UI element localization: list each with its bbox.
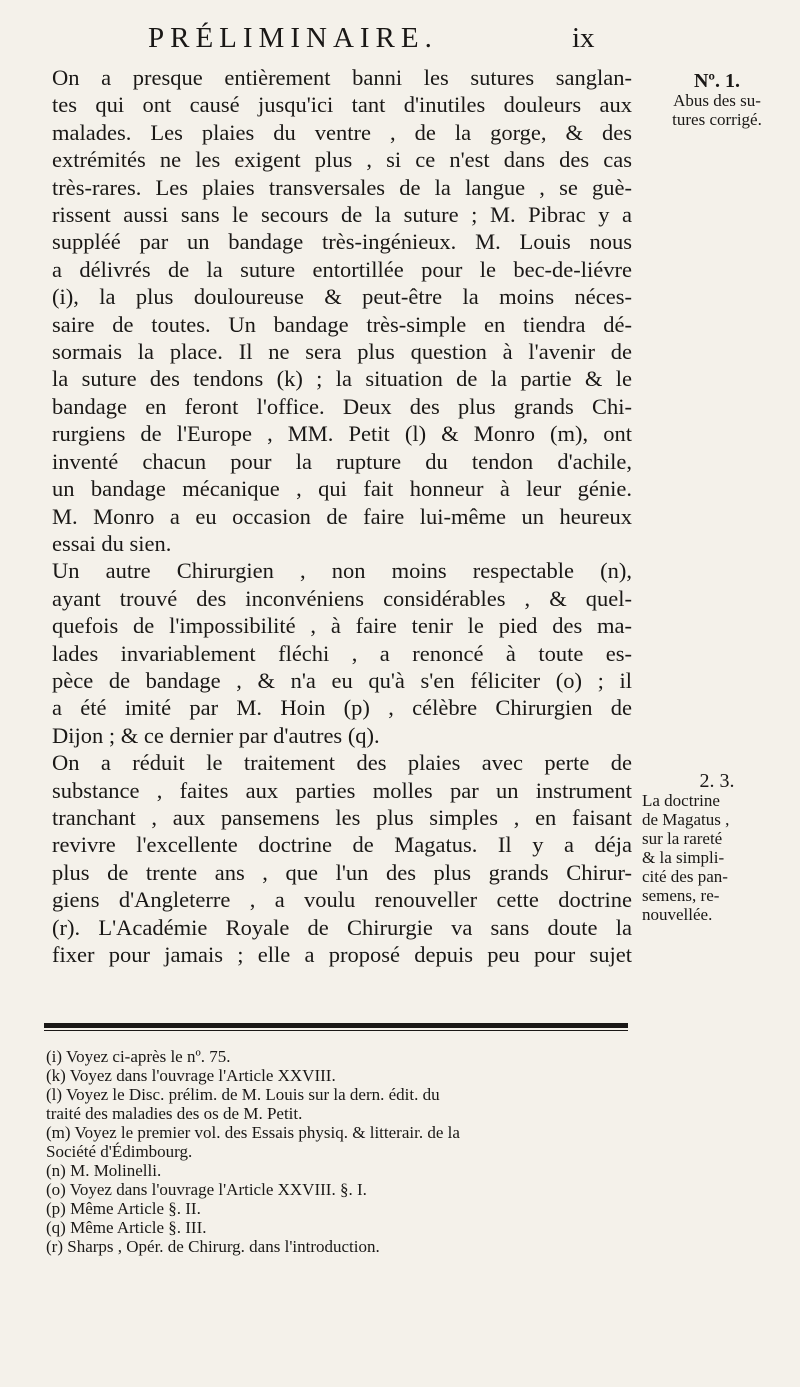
margin-note-number: 2. 3. [699, 770, 735, 792]
footnote-divider [44, 1023, 628, 1028]
main-text [52, 64, 632, 968]
text-line: substance , faites aux parties molles par un instrument [52, 777, 632, 803]
text-line: quefois de l'impossibilité , à faire tenir le pied des ma- [52, 613, 632, 639]
text-line: M. Monro a eu occasion de faire lui-même un heureux [52, 503, 632, 529]
text-line: a délivrés de la suture entortillée pour le bec-de-liévre [52, 256, 632, 282]
text-line: tranchant , aux pansemens les plus simples , en faisant [52, 804, 632, 830]
text-line: pèce de bandage , & n'a eu qu'à s'en féliciter (o) ; il [52, 667, 632, 693]
text-line: malades. Les plaies du ventre , de la gorge, & des [52, 119, 632, 145]
footnotes [46, 1047, 636, 1256]
text-line: On a presque entièrement banni les sutures sanglan- [52, 65, 632, 90]
text-line: inventé chacun pour la rupture du tendon d'achile, [52, 448, 632, 474]
header-title: PRÉLIMINAIRE. [148, 22, 438, 54]
footnote: (l) Voyez le Disc. prélim. de M. Louis sur la dern. édit. du [46, 1085, 440, 1104]
text-line: bandage en feront l'office. Deux des plus grands Chi- [52, 393, 632, 419]
text-line: rurgiens de l'Europe , MM. Petit (l) & Monro (m), ont [52, 421, 632, 447]
text-line: un bandage mécanique , qui fait honneur à leur génie. [52, 476, 632, 502]
text-line: très-rares. Les plaies transversales de la langue , se guè- [52, 174, 632, 200]
margin-note-number: Nº. 1. [693, 70, 741, 92]
text-line: (i), la plus douloureuse & peut-être la moins néces- [52, 284, 632, 310]
footnote: (i) Voyez ci-après le nº. 75. [46, 1047, 231, 1066]
footnote: (r) Sharps , Opér. de Chirurg. dans l'introduction. [46, 1237, 380, 1256]
footnote: (k) Voyez dans l'ouvrage l'Article XXVIII. [46, 1066, 336, 1085]
margin-note-line: sur la rareté [642, 829, 723, 848]
footnote: (n) M. Molinelli. [46, 1161, 162, 1180]
footnote: (m) Voyez le premier vol. des Essais physiq. & litterair. de la [46, 1123, 460, 1142]
margin-note-line: tures corrigé. [672, 110, 762, 129]
text-line: rissent aussi sans le secours de la suture ; M. Pibrac y a [52, 202, 632, 228]
text-line: plus de trente ans , que l'un des plus grands Chirur- [52, 859, 632, 885]
margin-note-2 [642, 772, 792, 924]
text-line: extrémités ne les exigent plus , si ce n'est dans des cas [52, 147, 632, 173]
text-line: ayant trouvé des inconvéniens considérables , & quel- [52, 585, 632, 611]
text-line: fixer pour jamais ; elle a proposé depuis peu pour sujet [52, 942, 632, 967]
margin-note-line: Abus des su- [673, 91, 761, 110]
text-line: giens d'Angleterre , a voulu renouveller cette doctrine [52, 887, 632, 913]
margin-note-1 [642, 72, 792, 129]
text-line: suppléé par un bandage très-ingénieux. M. Louis nous [52, 229, 632, 255]
text-line: Un autre Chirurgien , non moins respectable (n), [52, 558, 632, 584]
text-line: revivre l'excellente doctrine de Magatus. Il y a déja [52, 832, 632, 858]
text-line: On a réduit le traitement des plaies avec perte de [52, 750, 632, 776]
running-header [40, 22, 800, 66]
margin-note-line: nouvellée. [642, 905, 713, 924]
text-line: (r). L'Académie Royale de Chirurgie va sans doute la [52, 914, 632, 940]
footnote-continuation: traité des maladies des os de M. Petit. [46, 1104, 303, 1123]
text-line: lades invariablement fléchi , a renoncé à toute es- [52, 640, 632, 666]
footnote-divider-thin [44, 1030, 628, 1031]
text-line: essai du sien. [52, 530, 172, 556]
margin-note-line: semens, re- [642, 886, 720, 905]
text-line: a été imité par M. Hoin (p) , célèbre Chirurgien de [52, 695, 632, 721]
text-line: la suture des tendons (k) ; la situation de la partie & le [52, 366, 632, 392]
margin-note-line: & la simpli- [642, 848, 725, 867]
footnote: (o) Voyez dans l'ouvrage l'Article XXVIII. §. I. [46, 1180, 367, 1199]
footnote: (p) Même Article §. II. [46, 1199, 201, 1218]
page-number: ix [572, 22, 595, 54]
margin-note-line: La doctrine [642, 791, 720, 810]
text-line: saire de toutes. Un bandage très-simple en tiendra dé- [52, 311, 632, 337]
footnote: (q) Même Article §. III. [46, 1218, 207, 1237]
text-line: tes qui ont causé jusqu'ici tant d'inutiles douleurs aux [52, 92, 632, 118]
margin-note-line: cité des pan- [642, 867, 728, 886]
text-line: Dijon ; & ce dernier par d'autres (q). [52, 722, 380, 748]
margin-note-line: de Magatus , [642, 810, 730, 829]
footnote-continuation: Société d'Édimbourg. [46, 1142, 193, 1161]
text-line: sormais la place. Il ne sera plus question à l'avenir de [52, 339, 632, 365]
